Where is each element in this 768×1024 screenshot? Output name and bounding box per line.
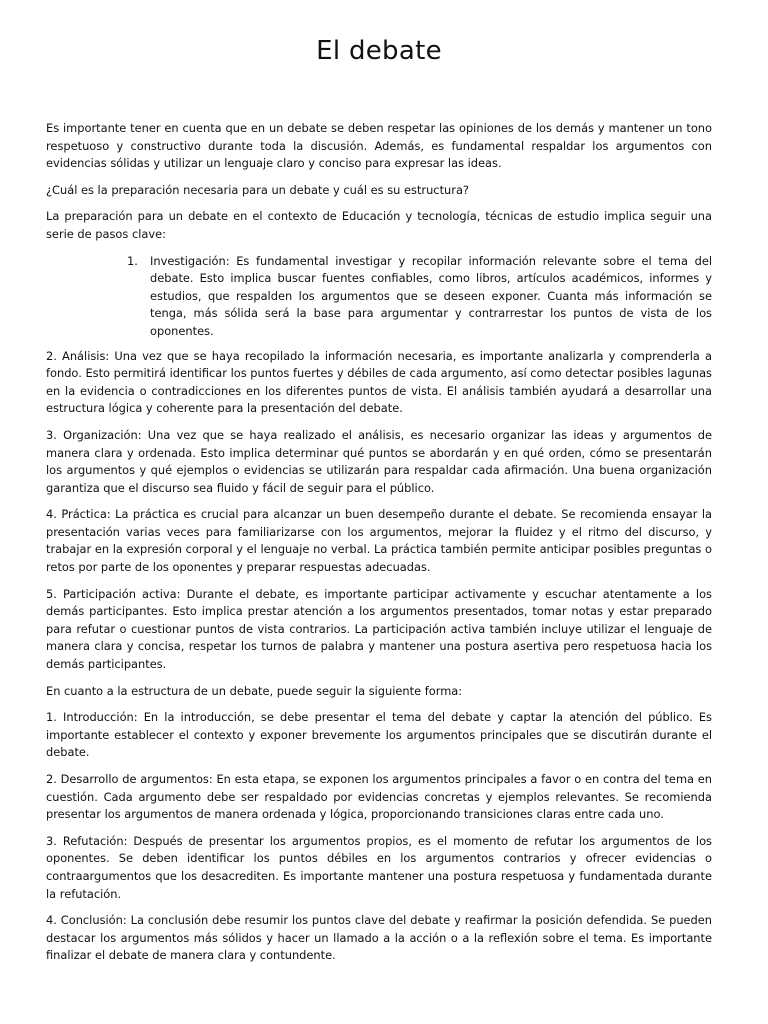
document-page (46, 0, 712, 974)
intro-paragraph: Es importante tener en cuenta que en un debate se deben respetar las opiniones de los demás y mantener un tono respetuoso y constructivo durante toda la discusión. Además, es fundamental respaldar los argumentos con evidencias sólidas y utilizar un lenguaje claro y conciso para expresar las ideas. (46, 121, 712, 171)
active-participation-paragraph: 5. Participación activa: Durante el debate, es importante participar activamente y escuchar atentamente a los demás participantes. Esto implica prestar atención a los argumentos presentados, tomar notas y estar preparado para refutar o cuestionar puntos de vista contrarios. La participación activa también incluye utilizar el lenguaje de manera clara y concisa, respetar los turnos de palabra y mantener una postura asertiva pero respetuosa hacia los demás participantes. (46, 586, 712, 672)
structure-intro-paragraph: En cuanto a la estructura de un debate, puede seguir la siguiente forma: (46, 683, 463, 698)
list-item-research (46, 253, 712, 341)
practice-paragraph: 4. Práctica: La práctica es crucial para alcanzar un buen desempeño durante el debate. Se recomienda ensayar la presentación varias veces para familiarizarse con los argumentos, mejorar la fluidez y el ritmo del discurso, y trabajar en la expresión corporal y el lenguaje no verbal. La práctica también permite anticipar posibles preguntas o retos por parte de los oponentes y preparar respuestas adecuadas. (46, 507, 712, 575)
preparation-intro-paragraph: La preparación para un debate en el contexto de Educación y tecnología, técnicas de estudio implica seguir una serie de pasos clave: (46, 209, 712, 241)
page-title: El debate (316, 36, 442, 66)
document-body (46, 120, 712, 965)
list-item-number: 1. (127, 253, 138, 268)
question-paragraph: ¿Cuál es la preparación necesaria para un debate y cuál es su estructura? (46, 182, 469, 197)
conclusion-paragraph: 4. Conclusión: La conclusión debe resumir los puntos clave del debate y reafirmar la posición defendida. Se pueden destacar los argumentos más sólidos y hacer un llamado a la acción o a la reflexión sobre el tema. Es importante finalizar el debate de manera clara y contundente. (46, 913, 712, 963)
introduction-paragraph: 1. Introducción: En la introducción, se debe presentar el tema del debate y captar la atención del público. Es importante establecer el contexto y exponer brevemente los argumentos principales que se discutirán durante el debate. (46, 710, 712, 760)
list-item-text: Investigación: Es fundamental investigar y recopilar información relevante sobre el tema del debate. Esto implica buscar fuentes confiables, como libros, artículos académicos, informes y estudios, que respalden los argumentos que se deseen exponer. Cuanta más información se tenga, más sólida será la base para argumentar y contrarrestar los puntos de vista de los oponentes. (150, 253, 712, 338)
refutation-paragraph: 3. Refutación: Después de presentar los argumentos propios, es el momento de refutar los argumentos de los oponentes. Se deben identificar los puntos débiles en los argumentos contrarios y ofrecer evidencias o contraargumentos que los desacrediten. Es importante mantener una postura respetuosa y fundamentada durante la refutación. (46, 833, 712, 901)
analysis-paragraph: 2. Análisis: Una vez que se haya recopilado la información necesaria, es importante analizarla y comprenderla a fondo. Esto permitirá identificar los puntos fuertes y débiles de cada argumento, así como detectar posibles lagunas en la evidencia o contradicciones en los diferentes puntos de vista. El análisis también ayudará a desarrollar una estructura lógica y coherente para la presentación del debate. (46, 348, 712, 416)
argument-development-paragraph: 2. Desarrollo de argumentos: En esta etapa, se exponen los argumentos principales a favor o en contra del tema en cuestión. Cada argumento debe ser respaldado por evidencias concretas y ejemplos relevantes. Se recomienda presentar los argumentos de manera ordenada y lógica, proporcionando transiciones claras entre cada uno. (46, 772, 712, 822)
organization-paragraph: 3. Organización: Una vez que se haya realizado el análisis, es necesario organizar las ideas y argumentos de manera clara y ordenada. Esto implica determinar qué puntos se abordarán y en qué orden, cómo se presentarán los argumentos y qué ejemplos o evidencias se utilizarán para respaldar cada afirmación. Una buena organización garantiza que el discurso sea fluido y fácil de seguir para el público. (46, 427, 712, 495)
